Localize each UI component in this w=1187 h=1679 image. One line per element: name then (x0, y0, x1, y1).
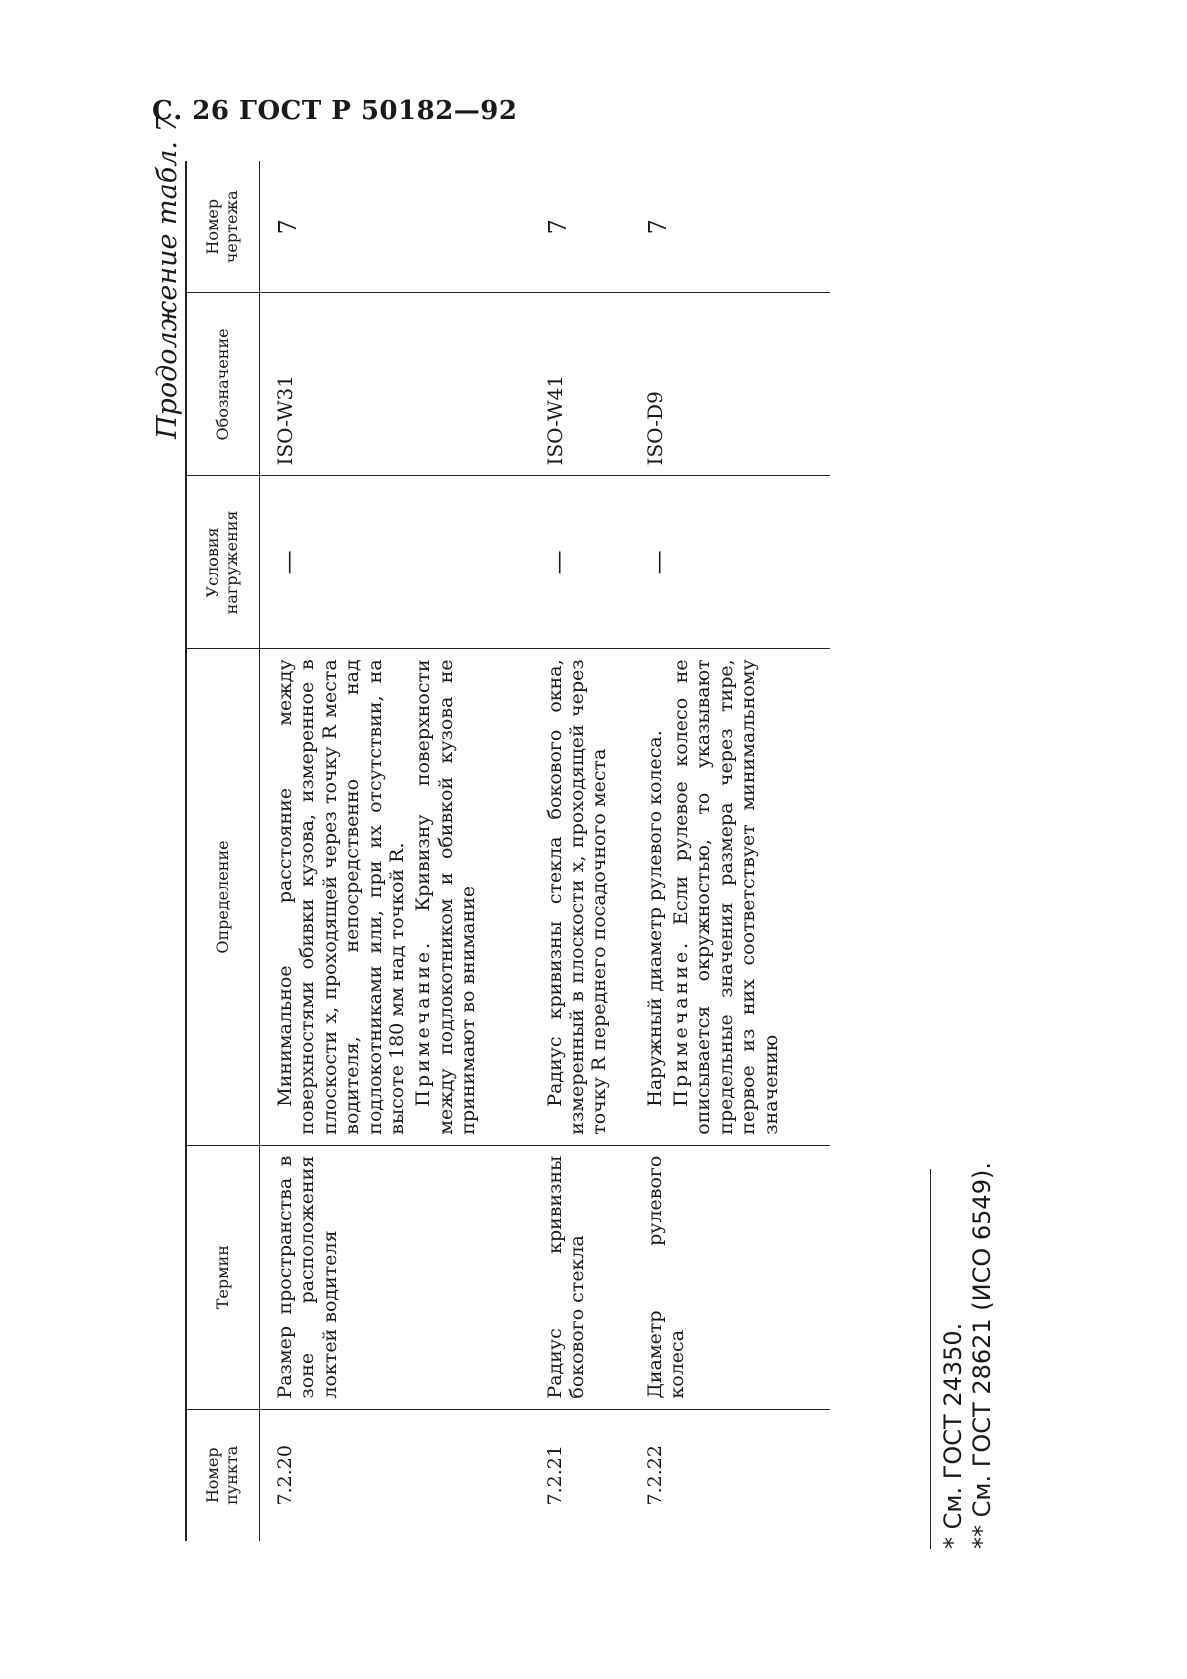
row-conditions: — (260, 476, 530, 649)
definition-text: Наружный диаметр рулевого колеса. (643, 730, 666, 1107)
definition-note (670, 659, 782, 1134)
header-conditions: Условия нагружения (186, 476, 260, 649)
row-num: 7.2.20 (274, 1445, 296, 1506)
row-num: 7.2.22 (643, 1445, 666, 1506)
table-row (630, 161, 830, 1541)
footnotes (930, 1162, 997, 1549)
row-definition (630, 649, 830, 1145)
row-drawing: 7 (530, 161, 630, 293)
table-caption: Продолжение табл. 7 (152, 115, 183, 439)
header-definition: Определение (186, 649, 260, 1145)
page-header: С. 26 ГОСТ Р 50182—92 (152, 96, 518, 126)
row-drawing: 7 (260, 161, 530, 293)
header-term: Термин (186, 1145, 260, 1409)
row-conditions: — (630, 476, 830, 649)
note-label: Примечание. (669, 939, 692, 1107)
row-definition (260, 649, 530, 1145)
terms-table (185, 161, 830, 1541)
note-label: Примечание. (412, 939, 435, 1107)
table-row (260, 161, 530, 1541)
note-text: Кривизну поверхности между подлокотником и обивкой кузова не принимают во внимание (412, 659, 480, 1135)
definition-text: Радиус кривизны стекла бокового окна, измеренный в плоскости x, проходящей через точку R переднего посадочного места (543, 659, 611, 1135)
row-term: Размер пространства в зоне расположения локтей водителя (260, 1145, 530, 1409)
row-conditions: — (530, 476, 630, 649)
row-term: Радиус кривизны бокового стекла (530, 1145, 630, 1409)
row-num: 7.2.21 (543, 1445, 566, 1506)
table-row (530, 161, 630, 1541)
row-designation: ISO-W31 (260, 293, 530, 476)
footnote: * См. ГОСТ 24350. (939, 1322, 967, 1549)
row-designation: ISO-D9 (630, 293, 830, 476)
definition-text: Минимальное расстояние между поверхностями обивки кузова, измеренное в плоскости x, проходящей через точку R места водителя, непосредственно над подлокотниками или, при их отсутствии, на высоте 180 мм над точкой R. (274, 659, 409, 1135)
note-text: Если рулевое колесо не описывается окружностью, то указывают предельные значения размера через тире, первое из них соответствует минимальному значению (669, 659, 782, 1135)
header-num: Номер пункта (186, 1409, 260, 1541)
row-term: Диаметр рулевого колеса (630, 1145, 830, 1409)
definition-note (412, 659, 479, 1134)
header-designation: Обозначение (186, 293, 260, 476)
table-header-row (186, 161, 260, 1541)
row-drawing: 7 (630, 161, 830, 293)
row-designation: ISO-W41 (530, 293, 630, 476)
row-definition (530, 649, 630, 1145)
footnote: ** См. ГОСТ 28621 (ИСО 6549). (967, 1162, 996, 1549)
header-drawing: Номер чертежа (186, 161, 260, 293)
